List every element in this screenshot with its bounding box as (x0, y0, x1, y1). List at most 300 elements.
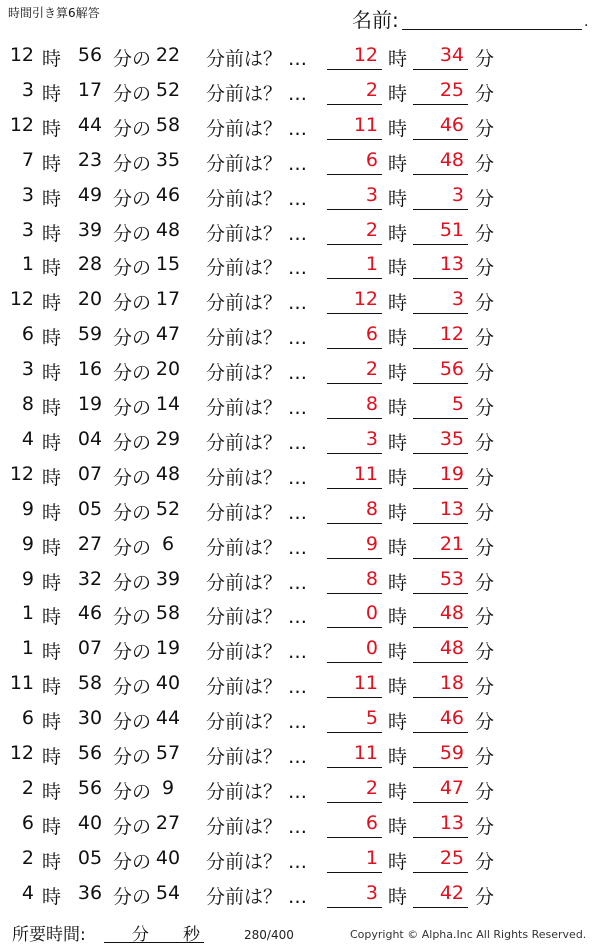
minutes-before: 52 (155, 78, 181, 101)
answer-minute-field[interactable] (413, 317, 468, 349)
start-minute: 28 (77, 253, 103, 276)
hour-label: 時 (42, 82, 62, 105)
answer-minute: 5 (451, 393, 464, 415)
answer-hour: 12 (353, 44, 378, 66)
minutes-before: 39 (155, 567, 181, 590)
answer-hour: 0 (365, 637, 378, 660)
start-minute: 27 (77, 532, 103, 555)
minutes-before: 35 (155, 148, 181, 171)
start-hour: 12 (9, 288, 34, 311)
answer-hour-label: 時 (388, 292, 408, 315)
question-label: 分前は？ … (206, 362, 308, 385)
answer-minute-label: 分 (475, 431, 495, 454)
time-min-label: 分 (132, 925, 149, 945)
answer-hour-label: 時 (388, 501, 408, 524)
answer-minute-field[interactable] (413, 143, 468, 175)
hour-label: 時 (42, 885, 62, 908)
answer-hour-label: 時 (388, 571, 408, 594)
answer-hour-label: 時 (388, 711, 408, 734)
problem-row (0, 38, 600, 73)
answer-minute-label: 分 (475, 606, 495, 629)
question-label: 分前は？ … (206, 48, 308, 70)
answer-minute: 56 (439, 358, 464, 381)
of-label: 分の (113, 257, 152, 280)
answer-hour-field[interactable] (327, 352, 382, 384)
hour-label: 時 (42, 187, 62, 210)
start-minute: 04 (77, 427, 103, 450)
of-label: 分の (113, 466, 152, 489)
answer-hour-field[interactable] (327, 631, 382, 663)
start-minute: 07 (77, 637, 103, 660)
hour-label: 時 (42, 501, 62, 524)
answer-hour-field[interactable] (327, 492, 382, 524)
answer-hour-field[interactable] (327, 422, 382, 454)
answer-hour: 3 (365, 427, 378, 450)
start-hour: 12 (9, 113, 34, 136)
answer-hour-field[interactable] (327, 457, 382, 489)
hour-label: 時 (42, 362, 62, 385)
answer-hour-label: 時 (388, 397, 408, 419)
of-label: 分の (113, 187, 152, 210)
start-hour: 11 (9, 672, 34, 695)
answer-hour-field[interactable] (327, 806, 382, 838)
hour-label: 時 (42, 117, 62, 140)
minutes-before: 9 (161, 776, 175, 799)
start-hour: 12 (9, 462, 34, 485)
answer-hour: 12 (353, 288, 378, 311)
start-minute: 30 (77, 707, 103, 730)
answer-minute-field[interactable] (413, 247, 468, 279)
answer-minute-field[interactable] (413, 352, 468, 384)
hour-label: 時 (42, 571, 62, 594)
minutes-before: 40 (155, 672, 181, 695)
question-label: 分前は？ … (206, 606, 308, 629)
minutes-before: 40 (155, 846, 181, 869)
answer-hour-label: 時 (388, 362, 408, 385)
start-hour: 3 (21, 78, 34, 101)
hour-label: 時 (42, 780, 62, 803)
answer-minute-field[interactable] (413, 771, 468, 803)
answer-minute: 13 (439, 497, 464, 520)
answer-hour-label: 時 (388, 82, 408, 105)
start-hour: 9 (21, 567, 34, 590)
of-label: 分の (113, 327, 152, 350)
of-label: 分の (113, 571, 152, 594)
answer-hour-field[interactable] (327, 876, 382, 908)
minutes-before: 48 (155, 462, 181, 485)
answer-minute-label: 分 (475, 641, 495, 664)
answer-hour: 11 (353, 672, 378, 695)
answer-minute-label: 分 (475, 187, 495, 210)
answer-hour-field[interactable] (327, 247, 382, 279)
question-label: 分前は？ … (206, 397, 308, 419)
hour-label: 時 (42, 48, 62, 70)
minutes-before: 54 (155, 881, 181, 904)
answer-minute-field[interactable] (413, 73, 468, 105)
answer-minute-field[interactable] (413, 213, 468, 245)
minutes-before: 22 (155, 44, 181, 66)
answer-minute-field[interactable] (413, 108, 468, 140)
hour-label: 時 (42, 850, 62, 873)
answer-minute-field[interactable] (413, 596, 468, 628)
answer-hour-field[interactable] (327, 73, 382, 105)
answer-minute-field[interactable] (413, 492, 468, 524)
start-minute: 44 (77, 113, 103, 136)
answer-hour-field[interactable] (327, 108, 382, 140)
hour-label: 時 (42, 641, 62, 664)
answer-hour-label: 時 (388, 117, 408, 140)
problem-row (0, 143, 600, 178)
start-hour: 1 (21, 637, 34, 660)
hour-label: 時 (42, 711, 62, 734)
answer-minute: 51 (439, 218, 464, 241)
problem-row (0, 562, 600, 597)
answer-minute-field[interactable] (413, 806, 468, 838)
start-hour: 6 (21, 323, 34, 346)
start-hour: 12 (9, 742, 34, 764)
answer-minute: 3 (451, 183, 464, 206)
of-label: 分の (113, 780, 152, 803)
time-required-label: 所要時間: (12, 925, 86, 945)
minutes-before: 58 (155, 602, 181, 625)
answer-minute: 46 (439, 113, 464, 136)
hour-label: 時 (42, 292, 62, 315)
hour-label: 時 (42, 257, 62, 280)
of-label: 分の (113, 501, 152, 524)
name-dot: . (584, 14, 589, 30)
answer-minute-label: 分 (475, 152, 495, 175)
answer-hour-field[interactable] (327, 771, 382, 803)
question-label: 分前は？ … (206, 466, 308, 489)
start-minute: 56 (77, 742, 103, 764)
minutes-before: 20 (155, 358, 181, 381)
question-label: 分前は？ … (206, 711, 308, 734)
problem-row (0, 736, 600, 771)
answer-hour: 2 (365, 776, 378, 799)
answer-minute-label: 分 (475, 536, 495, 559)
start-minute: 58 (77, 672, 103, 695)
hour-label: 時 (42, 676, 62, 699)
question-label: 分前は？ … (206, 82, 308, 105)
answer-hour-field[interactable] (327, 282, 382, 314)
answer-hour: 8 (365, 567, 378, 590)
answer-minute-label: 分 (475, 850, 495, 873)
minutes-before: 29 (155, 427, 181, 450)
question-label: 分前は？ … (206, 641, 308, 664)
answer-minute-field[interactable] (413, 736, 468, 768)
problem-row (0, 701, 600, 736)
answer-minute-field[interactable] (413, 562, 468, 594)
answer-minute-label: 分 (475, 117, 495, 140)
minutes-before: 19 (155, 637, 181, 660)
answer-minute: 48 (439, 637, 464, 660)
answer-minute-label: 分 (475, 82, 495, 105)
answer-hour-label: 時 (388, 885, 408, 908)
problem-row (0, 282, 600, 317)
start-hour: 1 (21, 253, 34, 276)
answer-minute-label: 分 (475, 501, 495, 524)
answer-minute-label: 分 (475, 676, 495, 699)
problem-row (0, 806, 600, 841)
answer-minute: 3 (451, 288, 464, 311)
answer-minute: 35 (439, 427, 464, 450)
answer-minute-field[interactable] (413, 701, 468, 733)
question-label: 分前は？ … (206, 257, 308, 280)
answer-minute-field[interactable] (413, 38, 468, 70)
answer-hour-field[interactable] (327, 143, 382, 175)
answer-hour-field[interactable] (327, 736, 382, 768)
problem-row (0, 527, 600, 562)
answer-hour: 2 (365, 78, 378, 101)
question-label: 分前は？ … (206, 815, 308, 838)
start-hour: 3 (21, 183, 34, 206)
name-underline (402, 29, 582, 30)
answer-minute-field[interactable] (413, 282, 468, 314)
of-label: 分の (113, 292, 152, 315)
answer-hour: 8 (365, 393, 378, 415)
hour-label: 時 (42, 431, 62, 454)
question-label: 分前は？ … (206, 187, 308, 210)
answer-minute-label: 分 (475, 327, 495, 350)
answer-minute-field[interactable] (413, 631, 468, 663)
answer-hour-label: 時 (388, 746, 408, 768)
answer-hour-label: 時 (388, 327, 408, 350)
answer-hour-field[interactable] (327, 562, 382, 594)
start-minute: 39 (77, 218, 103, 241)
of-label: 分の (113, 117, 152, 140)
question-label: 分前は？ … (206, 222, 308, 245)
answer-minute-label: 分 (475, 48, 495, 70)
hour-label: 時 (42, 815, 62, 838)
answer-hour-label: 時 (388, 676, 408, 699)
minutes-before: 17 (155, 288, 181, 311)
of-label: 分の (113, 885, 152, 908)
start-minute: 23 (77, 148, 103, 171)
start-minute: 32 (77, 567, 103, 590)
answer-minute: 46 (439, 707, 464, 730)
answer-minute-field[interactable] (413, 422, 468, 454)
answer-hour-field[interactable] (327, 178, 382, 210)
answer-hour-label: 時 (388, 780, 408, 803)
start-minute: 36 (77, 881, 103, 904)
problem-row (0, 631, 600, 666)
of-label: 分の (113, 746, 152, 768)
answer-hour-label: 時 (388, 641, 408, 664)
answer-minute-label: 分 (475, 885, 495, 908)
start-minute: 19 (77, 393, 103, 415)
start-hour: 7 (21, 148, 34, 171)
answer-minute: 47 (439, 776, 464, 799)
start-hour: 3 (21, 218, 34, 241)
answer-minute: 53 (439, 567, 464, 590)
answer-hour-label: 時 (388, 431, 408, 454)
answer-minute-field[interactable] (413, 666, 468, 698)
answer-hour: 11 (353, 113, 378, 136)
answer-minute: 59 (439, 742, 464, 764)
answer-minute-label: 分 (475, 746, 495, 768)
problem-row (0, 457, 600, 492)
minutes-before: 52 (155, 497, 181, 520)
problem-row (0, 108, 600, 143)
answer-minute-label: 分 (475, 571, 495, 594)
minutes-before: 48 (155, 218, 181, 241)
problem-row (0, 73, 600, 108)
answer-minute-field[interactable] (413, 876, 468, 908)
minutes-before: 27 (155, 811, 181, 834)
answer-minute-label: 分 (475, 466, 495, 489)
answer-hour: 11 (353, 742, 378, 764)
answer-minute-label: 分 (475, 292, 495, 315)
of-label: 分の (113, 711, 152, 734)
answer-hour: 1 (365, 846, 378, 869)
answer-minute-label: 分 (475, 362, 495, 385)
start-minute: 05 (77, 846, 103, 869)
start-minute: 49 (77, 183, 103, 206)
answer-minute-field[interactable] (413, 178, 468, 210)
of-label: 分の (113, 362, 152, 385)
answer-hour-field[interactable] (327, 387, 382, 419)
question-label: 分前は？ … (206, 780, 308, 803)
start-hour: 6 (21, 811, 34, 834)
answer-hour: 3 (365, 881, 378, 904)
answer-minute: 19 (439, 462, 464, 485)
question-label: 分前は？ … (206, 571, 308, 594)
problem-row (0, 771, 600, 806)
answer-hour: 3 (365, 183, 378, 206)
start-minute: 46 (77, 602, 103, 625)
answer-hour-label: 時 (388, 536, 408, 559)
answer-hour: 2 (365, 218, 378, 241)
start-minute: 07 (77, 462, 103, 485)
hour-label: 時 (42, 606, 62, 629)
problem-row (0, 666, 600, 701)
time-sec-label: 秒 (183, 925, 200, 945)
hour-label: 時 (42, 152, 62, 175)
answer-hour-label: 時 (388, 152, 408, 175)
of-label: 分の (113, 152, 152, 175)
answer-minute: 12 (439, 323, 464, 346)
problem-row (0, 213, 600, 248)
answer-hour: 9 (365, 532, 378, 555)
hour-label: 時 (42, 327, 62, 350)
answer-hour-field[interactable] (327, 841, 382, 873)
problem-row (0, 387, 600, 422)
answer-hour: 5 (365, 707, 378, 730)
question-label: 分前は？ … (206, 536, 308, 559)
answer-hour-field[interactable] (327, 213, 382, 245)
of-label: 分の (113, 641, 152, 664)
problem-row (0, 876, 600, 911)
answer-hour-label: 時 (388, 222, 408, 245)
problem-row (0, 422, 600, 457)
answer-minute-label: 分 (475, 780, 495, 803)
of-label: 分の (113, 676, 152, 699)
start-hour: 4 (21, 881, 34, 904)
answer-hour-field[interactable] (327, 38, 382, 70)
minutes-before: 57 (155, 742, 181, 764)
start-hour: 3 (21, 358, 34, 381)
answer-minute: 25 (439, 846, 464, 869)
answer-hour: 0 (365, 602, 378, 625)
start-hour: 9 (21, 532, 34, 555)
answer-hour-label: 時 (388, 606, 408, 629)
answer-hour-field[interactable] (327, 666, 382, 698)
hour-label: 時 (42, 222, 62, 245)
answer-hour: 6 (365, 148, 378, 171)
of-label: 分の (113, 397, 152, 419)
answer-hour-field[interactable] (327, 701, 382, 733)
problem-row (0, 596, 600, 631)
start-hour: 4 (21, 427, 34, 450)
start-minute: 16 (77, 358, 103, 381)
answer-hour-field[interactable] (327, 317, 382, 349)
question-label: 分前は？ … (206, 676, 308, 699)
answer-minute-label: 分 (475, 711, 495, 734)
start-hour: 2 (21, 776, 34, 799)
start-hour: 6 (21, 707, 34, 730)
start-minute: 59 (77, 323, 103, 346)
question-label: 分前は？ … (206, 501, 308, 524)
answer-hour-field[interactable] (327, 596, 382, 628)
answer-hour-label: 時 (388, 257, 408, 280)
answer-minute-label: 分 (475, 397, 495, 419)
hour-label: 時 (42, 466, 62, 489)
worksheet-title: 時間引き算6解答 (8, 6, 100, 20)
answer-minute-label: 分 (475, 815, 495, 838)
question-label: 分前は？ … (206, 152, 308, 175)
answer-minute-field[interactable] (413, 527, 468, 559)
question-label: 分前は？ … (206, 292, 308, 315)
answer-minute: 42 (439, 881, 464, 904)
question-label: 分前は？ … (206, 850, 308, 873)
answer-hour-label: 時 (388, 466, 408, 489)
answer-minute-field[interactable] (413, 457, 468, 489)
answer-minute: 21 (439, 532, 464, 555)
answer-minute-label: 分 (475, 222, 495, 245)
hour-label: 時 (42, 746, 62, 768)
problem-row (0, 352, 600, 387)
of-label: 分の (113, 82, 152, 105)
question-label: 分前は？ … (206, 431, 308, 454)
start-hour: 8 (21, 393, 34, 415)
question-label: 分前は？ … (206, 885, 308, 908)
start-minute: 40 (77, 811, 103, 834)
start-hour: 9 (21, 497, 34, 520)
answer-hour-label: 時 (388, 815, 408, 838)
answer-minute: 13 (439, 253, 464, 276)
name-field[interactable] (352, 4, 592, 32)
question-label: 分前は？ … (206, 746, 308, 768)
hour-label: 時 (42, 397, 62, 419)
start-hour: 1 (21, 602, 34, 625)
minutes-before: 58 (155, 113, 181, 136)
answer-hour-field[interactable] (327, 527, 382, 559)
start-minute: 56 (77, 776, 103, 799)
problem-row (0, 317, 600, 352)
answer-minute: 25 (439, 78, 464, 101)
answer-minute: 48 (439, 148, 464, 171)
answer-minute-field[interactable] (413, 387, 468, 419)
answer-hour: 6 (365, 811, 378, 834)
of-label: 分の (113, 431, 152, 454)
start-minute: 05 (77, 497, 103, 520)
answer-minute-label: 分 (475, 257, 495, 280)
minutes-before: 44 (155, 707, 181, 730)
of-label: 分の (113, 48, 152, 70)
problem-row (0, 492, 600, 527)
copyright-text: Copyright © Alpha.Inc All Rights Reserved. (350, 928, 587, 941)
answer-minute-field[interactable] (413, 841, 468, 873)
